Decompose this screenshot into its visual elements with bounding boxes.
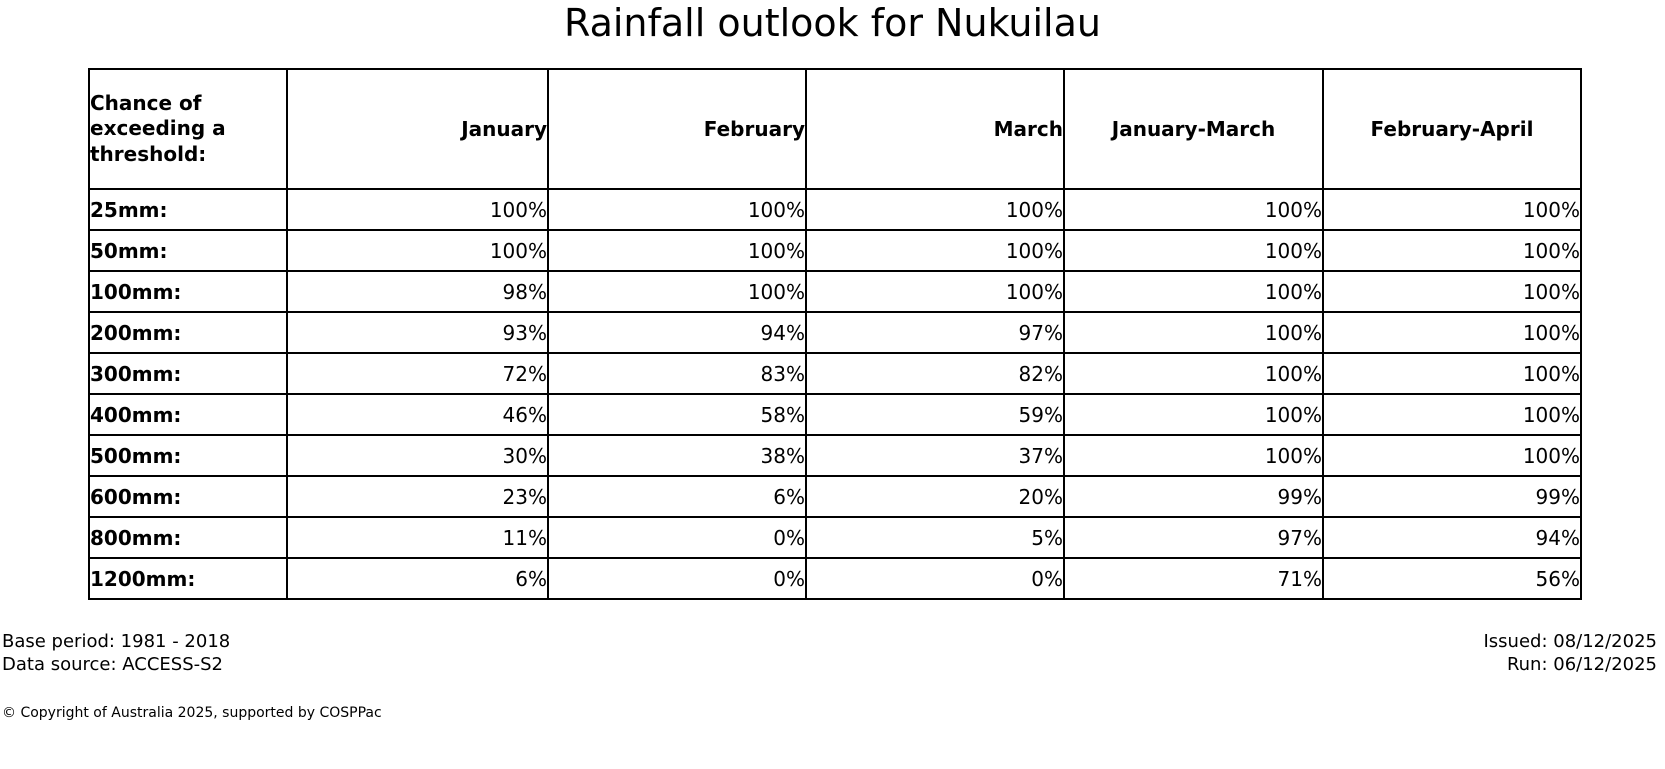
base-period-text: Base period: 1981 - 2018 xyxy=(2,631,231,652)
table-row xyxy=(89,435,1581,476)
table-row xyxy=(89,353,1581,394)
cell-february: 38% xyxy=(548,435,806,476)
cell-march: 100% xyxy=(806,189,1064,230)
cell-january: 93% xyxy=(287,312,548,353)
row-threshold-label: 500mm: xyxy=(89,435,287,476)
cell-february-april: 100% xyxy=(1323,353,1581,394)
row-threshold-label: 800mm: xyxy=(89,517,287,558)
cell-january-march: 99% xyxy=(1064,476,1323,517)
cell-february-april: 100% xyxy=(1323,271,1581,312)
cell-february: 0% xyxy=(548,517,806,558)
table-row xyxy=(89,558,1581,599)
table-row xyxy=(89,230,1581,271)
row-threshold-label: 600mm: xyxy=(89,476,287,517)
cell-january: 30% xyxy=(287,435,548,476)
column-header-january-march: January-March xyxy=(1064,69,1323,189)
cell-march: 59% xyxy=(806,394,1064,435)
cell-january-march: 71% xyxy=(1064,558,1323,599)
cell-january: 23% xyxy=(287,476,548,517)
cell-january-march: 100% xyxy=(1064,189,1323,230)
row-threshold-label: 300mm: xyxy=(89,353,287,394)
cell-january: 72% xyxy=(287,353,548,394)
table-row xyxy=(89,271,1581,312)
run-date-text: Run: 06/12/2025 xyxy=(1506,654,1657,676)
cell-february: 58% xyxy=(548,394,806,435)
row-threshold-label: 50mm: xyxy=(89,230,287,271)
table-body xyxy=(89,189,1581,599)
cell-january: 6% xyxy=(287,558,548,599)
cell-february-april: 100% xyxy=(1323,312,1581,353)
cell-march: 0% xyxy=(806,558,1064,599)
page-title: Rainfall outlook for Nukuilau xyxy=(564,1,1101,45)
cell-january-march: 100% xyxy=(1064,230,1323,271)
column-header-february-april: February-April xyxy=(1323,69,1581,189)
issued-date-text: Issued: 08/12/2025 xyxy=(1483,631,1657,652)
cell-february-april: 56% xyxy=(1323,558,1581,599)
row-threshold-label: 400mm: xyxy=(89,394,287,435)
cell-january: 100% xyxy=(287,230,548,271)
cell-march: 20% xyxy=(806,476,1064,517)
data-source-text: Data source: ACCESS-S2 xyxy=(2,654,223,676)
cell-march: 37% xyxy=(806,435,1064,476)
copyright-text: © Copyright of Australia 2025, supported by COSPPac xyxy=(2,705,382,721)
rainfall-outlook-table-wrap xyxy=(88,68,1580,600)
header-row xyxy=(89,69,1581,189)
cell-january-march: 97% xyxy=(1064,517,1323,558)
cell-january-march: 100% xyxy=(1064,435,1323,476)
cell-february: 6% xyxy=(548,476,806,517)
cell-march: 97% xyxy=(806,312,1064,353)
cell-march: 82% xyxy=(806,353,1064,394)
footer-right xyxy=(1483,630,1657,676)
table-header xyxy=(89,69,1581,189)
cell-january-march: 100% xyxy=(1064,312,1323,353)
cell-february-april: 100% xyxy=(1323,435,1581,476)
table-row xyxy=(89,312,1581,353)
row-threshold-label: 1200mm: xyxy=(89,558,287,599)
cell-march: 5% xyxy=(806,517,1064,558)
table-row xyxy=(89,189,1581,230)
cell-february: 100% xyxy=(548,189,806,230)
cell-february-april: 100% xyxy=(1323,189,1581,230)
cell-february: 100% xyxy=(548,230,806,271)
cell-february-april: 100% xyxy=(1323,394,1581,435)
rainfall-outlook-table xyxy=(88,68,1582,600)
column-header-march: March xyxy=(806,69,1064,189)
row-threshold-label: 200mm: xyxy=(89,312,287,353)
cell-january-march: 100% xyxy=(1064,353,1323,394)
cell-january: 98% xyxy=(287,271,548,312)
cell-february: 100% xyxy=(548,271,806,312)
column-header-threshold: Chance of exceeding a threshold: xyxy=(89,69,287,189)
cell-february: 83% xyxy=(548,353,806,394)
cell-january-march: 100% xyxy=(1064,394,1323,435)
cell-february-april: 99% xyxy=(1323,476,1581,517)
row-threshold-label: 100mm: xyxy=(89,271,287,312)
row-threshold-label: 25mm: xyxy=(89,189,287,230)
cell-january: 100% xyxy=(287,189,548,230)
cell-february: 94% xyxy=(548,312,806,353)
cell-february-april: 94% xyxy=(1323,517,1581,558)
column-header-february: February xyxy=(548,69,806,189)
table-row xyxy=(89,476,1581,517)
cell-january: 46% xyxy=(287,394,548,435)
table-row xyxy=(89,517,1581,558)
cell-march: 100% xyxy=(806,271,1064,312)
cell-january-march: 100% xyxy=(1064,271,1323,312)
table-row xyxy=(89,394,1581,435)
footer-left xyxy=(2,630,230,676)
cell-march: 100% xyxy=(806,230,1064,271)
cell-january: 11% xyxy=(287,517,548,558)
cell-february-april: 100% xyxy=(1323,230,1581,271)
column-header-january: January xyxy=(287,69,548,189)
cell-february: 0% xyxy=(548,558,806,599)
